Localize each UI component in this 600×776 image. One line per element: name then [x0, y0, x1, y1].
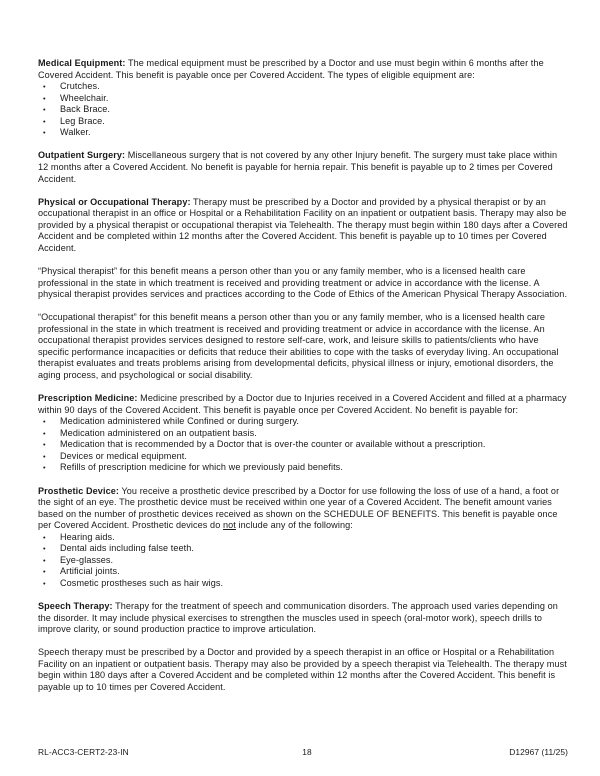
section-body-prosthetic-device-part1: You receive a prosthetic device prescribed by a Doctor for use following the loss of use of a hand, a foot or the sight of an eye. The prosthetic device must be received within one year of a Covered Accident. The benefit amount varies based on the number of prosthetic devices received as shown on the SCHEDULE OF BENEFITS. This benefit is payable once per Covered Accident. Prosthetic devices do — [38, 485, 560, 531]
section-physical-occupational-therapy — [38, 197, 568, 255]
list-item-label: Eye-glasses. — [60, 554, 114, 565]
list-item-label: Hearing aids. — [60, 531, 115, 542]
definition-physical-therapist: “Physical therapist” for this benefit means a person other than you or any family member, who is a licensed health care professional in the state in which treatment is received and providing treatment or advice in accordance with the license. A physical therapist provides services and practices according to the Code of Ethics of the American Physical Therapy Association. — [38, 265, 568, 300]
bullet-icon: • — [43, 567, 46, 577]
bullet-icon: • — [43, 93, 46, 103]
section-heading-speech-therapy: Speech Therapy: — [38, 601, 113, 612]
section-medical-equipment — [38, 58, 568, 81]
section-prescription-medicine — [38, 393, 568, 416]
page-footer — [38, 747, 568, 758]
section-outpatient-surgery — [38, 150, 568, 185]
list-item-label: Crutches. — [60, 81, 100, 92]
list-item-label: Devices or medical equipment. — [60, 450, 187, 461]
list-item-label: Wheelchair. — [60, 92, 109, 103]
prosthetic-device-bullet-list — [38, 532, 568, 590]
paragraph-spacer — [38, 139, 568, 151]
section-speech-therapy — [38, 601, 568, 636]
list-item — [38, 439, 568, 451]
list-item — [38, 566, 568, 578]
bullet-icon: • — [43, 578, 46, 588]
paragraph-spacer — [38, 301, 568, 313]
list-item-label: Back Brace. — [60, 104, 111, 115]
section-body-physical-occupational-therapy: Therapy must be prescribed by a Doctor and provided by a physical therapist or by an occupational therapist in an office or Hospital or a Rehabilitation Facility on an inpatient or outpatient basis. Therapy may also be provided by a physical therapist or occupational therapist via Telehealth. The therapy must begin within 180 days after a Covered Accident and be completed within 12 months after the Covered Accident. This benefit is payable up to 10 times per Covered Accident. — [38, 196, 568, 253]
list-item-label: Refills of prescription medicine for which we previously paid benefits. — [60, 462, 343, 473]
list-item-label: Cosmetic prostheses such as hair wigs. — [60, 577, 224, 588]
list-item-label: Medication that is recommended by a Doctor that is over-the counter or available without a prescription. — [60, 439, 486, 450]
section-body-prosthetic-device-part2: include any of the following: — [235, 520, 353, 531]
paragraph-spacer — [38, 254, 568, 266]
list-item-label: Medication administered on an outpatient basis. — [60, 427, 257, 438]
bullet-icon: • — [43, 417, 46, 427]
medical-equipment-bullet-list — [38, 81, 568, 139]
section-prosthetic-device — [38, 486, 568, 532]
section-heading-prescription-medicine: Prescription Medicine: — [38, 393, 138, 404]
bullet-icon: • — [43, 451, 46, 461]
list-item — [38, 555, 568, 567]
paragraph-spacer — [38, 589, 568, 601]
bullet-icon: • — [43, 440, 46, 450]
list-item-label: Walker. — [60, 127, 91, 138]
footer-page-number: 18 — [302, 747, 312, 757]
section-body-speech-therapy: Therapy for the treatment of speech and communication disorders. The approach used varies depending on the disorder. It may include physical exercises to strengthen the muscles used in speech (oral-motor work), speech drills to improve clarity, or sound production practice to improve articulation. — [38, 601, 558, 635]
bullet-icon: • — [43, 555, 46, 565]
section-body-prescription-medicine: Medicine prescribed by a Doctor due to Injuries received in a Covered Accident and filled at a pharmacy within 90 days of the Covered Accident. This benefit is payable once per Covered Accident. No benefit is payable for: — [38, 393, 567, 415]
bullet-icon: • — [43, 428, 46, 438]
bullet-icon: • — [43, 544, 46, 554]
list-item — [38, 81, 568, 93]
list-item-label: Artificial joints. — [60, 566, 120, 577]
paragraph-spacer — [38, 474, 568, 486]
bullet-icon: • — [43, 128, 46, 138]
section-body-medical-equipment: The medical equipment must be prescribed by a Doctor and use must begin within 6 months after the Covered Accident. This benefit is payable once per Covered Accident. The types of eligible equipment are: — [38, 58, 544, 80]
list-item-label: Dental aids including false teeth. — [60, 543, 195, 554]
paragraph-spacer — [38, 636, 568, 648]
definition-occupational-therapist: “Occupational therapist” for this benefit means a person other than you or any family member, who is a licensed health care professional in the state in which treatment is received and providing treatment or advice in accordance with the license. An occupational therapist provides services designed to restore self-care, work, and leisure skills to patients/clients who have specific performance incapacities or deficits that reduce their abilities to cope with the tasks of everyday living. An occupational therapist evaluates and treats problems arising from developmental deficits, physical illness or injury, emotional disorders, the aging process, and psychological or social disability. — [38, 312, 559, 380]
list-item — [38, 428, 568, 440]
list-item — [38, 451, 568, 463]
list-item-label: Leg Brace. — [60, 115, 105, 126]
bullet-icon: • — [43, 463, 46, 473]
paragraph-spacer — [38, 185, 568, 197]
list-item — [38, 532, 568, 544]
list-item — [38, 127, 568, 139]
page-content — [38, 58, 568, 693]
prescription-medicine-bullet-list — [38, 416, 568, 474]
bullet-icon: • — [43, 116, 46, 126]
list-item — [38, 543, 568, 555]
list-item — [38, 93, 568, 105]
list-item — [38, 578, 568, 590]
footer-form-code: RL-ACC3-CERT2-23-IN — [38, 747, 129, 757]
list-item — [38, 104, 568, 116]
section-heading-outpatient-surgery: Outpatient Surgery: — [38, 150, 126, 161]
list-item-label: Medication administered while Confined or during surgery. — [60, 416, 300, 427]
bullet-icon: • — [43, 82, 46, 92]
section-heading-prosthetic-device: Prosthetic Device: — [38, 485, 119, 496]
emphasis-not: not — [222, 520, 236, 531]
paragraph-spacer — [38, 382, 568, 394]
list-item — [38, 416, 568, 428]
section-heading-medical-equipment: Medical Equipment: — [38, 58, 126, 68]
bullet-icon: • — [43, 532, 46, 542]
bullet-icon: • — [43, 105, 46, 115]
section-heading-physical-occupational-therapy: Physical or Occupational Therapy: — [38, 196, 191, 207]
list-item — [38, 462, 568, 474]
section-speech-therapy-details: Speech therapy must be prescribed by a Doctor and provided by a speech therapist in an office or Hospital or a Rehabilitation Facility on an inpatient or outpatient basis. Therapy may also be provided by a speech therapist via Telehealth. The therapy must begin within 180 days after a Covered Accident and be completed within 12 months after the Covered Accident. This benefit is payable up to 10 times per Covered Accident. — [38, 647, 567, 692]
section-body-outpatient-surgery: Miscellaneous surgery that is not covered by any other Injury benefit. The surgery must take place within 12 months after a Covered Accident. No benefit is payable for hernia repair. This benefit is payable up to 2 times per Covered Accident. — [38, 150, 558, 184]
list-item — [38, 116, 568, 128]
footer-doc-code: D12967 (11/25) — [509, 747, 568, 757]
